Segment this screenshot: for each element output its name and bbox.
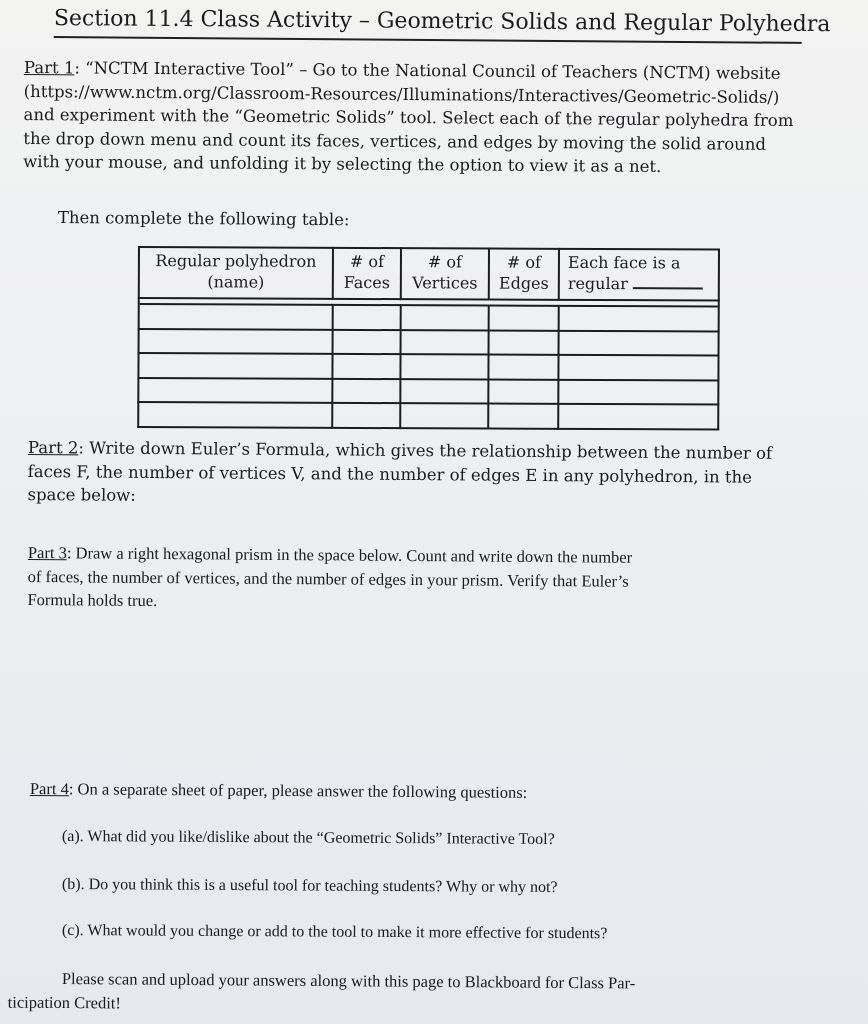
table-row [139,304,719,331]
table-cell[interactable] [488,355,558,380]
part-1-label: Part 1 [23,57,75,78]
table-intro: Then complete the following table: [57,207,350,230]
table-cell[interactable] [488,379,558,404]
fill-in-blank [633,287,703,289]
polyhedra-table [137,246,718,431]
table-cell[interactable] [332,403,400,428]
table-cell[interactable] [559,331,719,356]
table-cell[interactable] [558,355,718,380]
table-header-row [139,247,719,301]
table-cell[interactable] [488,404,558,429]
part-3-label: Part 3 [27,542,67,563]
table-cell[interactable] [400,379,488,404]
part-1-line-4: the drop down menu and count its faces, vertices, and edges by moving the solid around [23,128,767,154]
table-cell[interactable] [401,330,489,355]
closing-line-1: Please scan and upload your answers along with this page to Blackboard for Class Par- [61,968,636,993]
table-cell[interactable] [138,378,332,403]
part-3-text [27,541,632,616]
part-1-line-2: (https://www.nctm.org/Classroom-Resources/Illuminations/Interactives/Geometric-Solids/) [23,81,780,107]
header-faces: # of Faces [333,248,401,299]
table-cell[interactable] [400,404,488,429]
part-4-intro: Part 4: On a separate sheet of paper, please answer the following questions: [29,778,528,802]
table-cell[interactable] [558,404,718,429]
table-cell[interactable] [489,330,559,355]
table-row [138,402,718,429]
part-1-line-3: and experiment with the “Geometric Solids” tool. Select each of the regular polyhedra from [23,104,794,131]
table-cell[interactable] [333,330,401,355]
part-3-line-1: : Draw a right hexagonal prism in the space below. Count and write down the number [66,543,633,567]
question-a: (a). What did you like/dislike about the “Geometric Solids” Interactive Tool? [61,827,555,849]
page-title: Section 11.4 Class Activity – Geometric Solids and Regular Polyhedra [54,2,802,44]
table-row [138,378,718,405]
closing-line-2: ticipation Credit! [7,992,121,1012]
part-2-line-3: space below: [27,484,136,505]
table-cell[interactable] [332,354,400,379]
table-cell[interactable] [558,380,718,405]
table-cell[interactable] [138,402,332,427]
table-cell[interactable] [333,305,401,330]
part-2-label: Part 2 [27,437,79,458]
part-4-label: Part 4 [29,778,69,799]
table-cell[interactable] [400,354,488,379]
part-3-line-3: Formula holds true. [27,589,158,611]
part-1-text [23,56,794,180]
table-cell[interactable] [489,306,559,331]
header-face-shape: Each face is a regular [559,249,719,301]
table-cell[interactable] [401,305,489,330]
table-cell[interactable] [139,304,333,329]
table-row [139,329,719,356]
table-row [138,353,718,380]
part-2-line-1: : Write down Euler’s Formula, which gives the relationship between the number of [78,438,773,463]
part-2-text [27,436,772,512]
table-cell[interactable] [332,379,400,404]
header-vertices: # of Vertices [401,248,489,300]
table-cell[interactable] [139,329,333,354]
header-edges: # of Edges [489,249,559,300]
question-c: (c). What would you change or add to the tool to make it more effective for students? [61,921,608,943]
part-1-line-5: with your mouse, and unfolding it by selecting the option to view it as a net. [23,151,662,177]
question-b: (b). Do you think this is a useful tool for teaching students? Why or why not? [61,875,558,897]
part-3-line-2: of faces, the number of vertices, and the number of edges in your prism. Verify that Euler’s [27,566,629,591]
table-cell[interactable] [138,353,332,378]
table-cell[interactable] [559,306,719,331]
part-1-line-1: : “NCTM Interactive Tool” – Go to the National Council of Teachers (NCTM) website [74,58,781,83]
header-polyhedron-name: Regular polyhedron (name) [139,247,333,299]
closing-note [7,967,822,1020]
part-2-line-2: faces F, the number of vertices V, and the number of edges E in any polyhedron, in the [27,461,753,487]
